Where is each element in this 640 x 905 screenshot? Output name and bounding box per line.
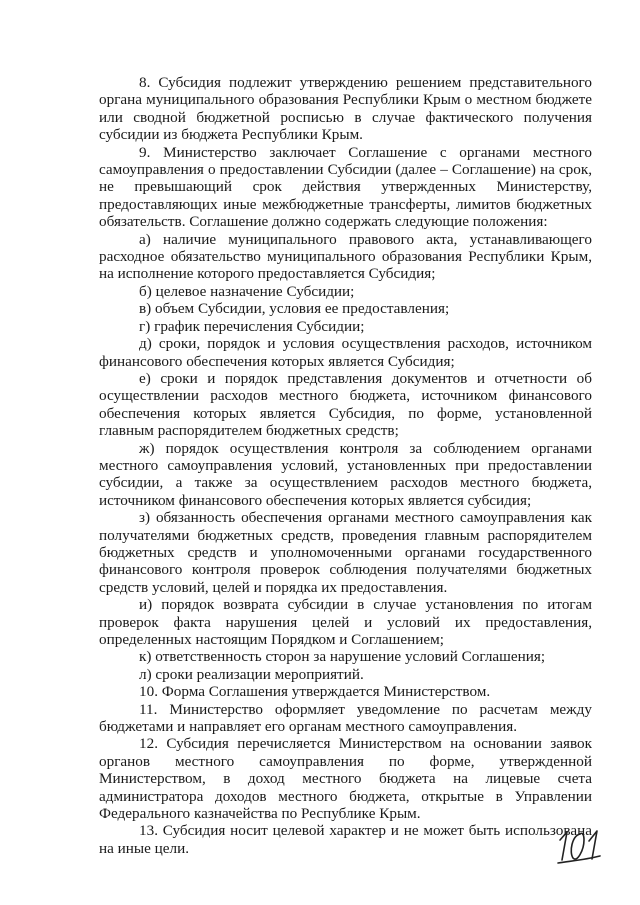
item-i: и) порядок возврата субсидии в случае установления по итогам проверок факта нарушения целей и условий их предоставления, определенных настоящим Порядком и Соглашением;: [99, 596, 592, 648]
paragraph-13: 13. Субсидия носит целевой характер и не может быть использована на иные цели.: [99, 822, 592, 857]
paragraph-10: 10. Форма Соглашения утверждается Министерством.: [139, 683, 491, 701]
paragraph-11: 11. Министерство оформляет уведомление по расчетам между бюджетами и направляет его органам местного самоуправления.: [99, 700, 592, 736]
item-d: д) сроки, порядок и условия осуществления расходов, источником финансового обеспечения которых является Субсидия;: [99, 335, 592, 370]
item-k: к) ответственность сторон за нарушение условий Соглашения;: [139, 648, 546, 666]
item-l: л) сроки реализации мероприятий.: [139, 665, 364, 683]
paragraph-12: 12. Субсидия перечисляется Министерством на основании заявок органов местного самоуправления по форме, утвержденной Министерством, в доход местного бюджета на лицевые счета администратора доходов местного бюджета, открытые в Управлении Федерального казначейства по Республике Крым.: [99, 735, 592, 823]
item-b: б) целевое назначение Субсидии;: [139, 282, 355, 300]
item-g: г) график перечисления Субсидии;: [139, 317, 365, 335]
item-zh: ж) порядок осуществления контроля за соблюдением органами местного самоуправления условий, установленных при предоставлении субсидии, а также за осуществлением расходов местного бюджета, источником финансового обеспечения которых является субсидия;: [99, 439, 592, 509]
item-z: з) обязанность обеспечения органами местного самоуправления как получателями бюджетных средств, проведения главным распорядителем бюджетных средств и уполномоченными органами государственного финансового контроля проверок соблюдения получателями бюджетных средств условий, целей и порядка их предоставления.: [99, 509, 592, 596]
item-a: а) наличие муниципального правового акта, устанавливающего расходное обязательство муниципального образования Республики Крым, на исполнение которого предоставляется Субсидия;: [99, 230, 592, 283]
item-e: е) сроки и порядок представления документов и отчетности об осуществлении расходов местного бюджета, источником финансового обеспечения которых является Субсидия, по форме, установленной главным распорядителем бюджетных средств;: [99, 369, 592, 440]
paragraph-8: 8. Субсидия подлежит утверждению решением представительного органа муниципального образования Республики Крым о местном бюджете или сводной бюджетной росписью в случае фактического получения субсидии из бюджета Республики Крым.: [99, 74, 592, 144]
document-body: [99, 74, 592, 857]
item-v: в) объем Субсидии, условия ее предоставления;: [139, 300, 450, 318]
handwritten-page-number: [556, 826, 608, 866]
paragraph-9: 9. Министерство заключает Соглашение с органами местного самоуправления о предоставлении Субсидии (далее – Соглашение) на срок, не превышающий срок действия утвержденных Министерству, предоставляющих иные межбюджетные трансферты, лимитов бюджетных обязательств. Соглашение должно содержать следующие положения:: [99, 143, 592, 231]
